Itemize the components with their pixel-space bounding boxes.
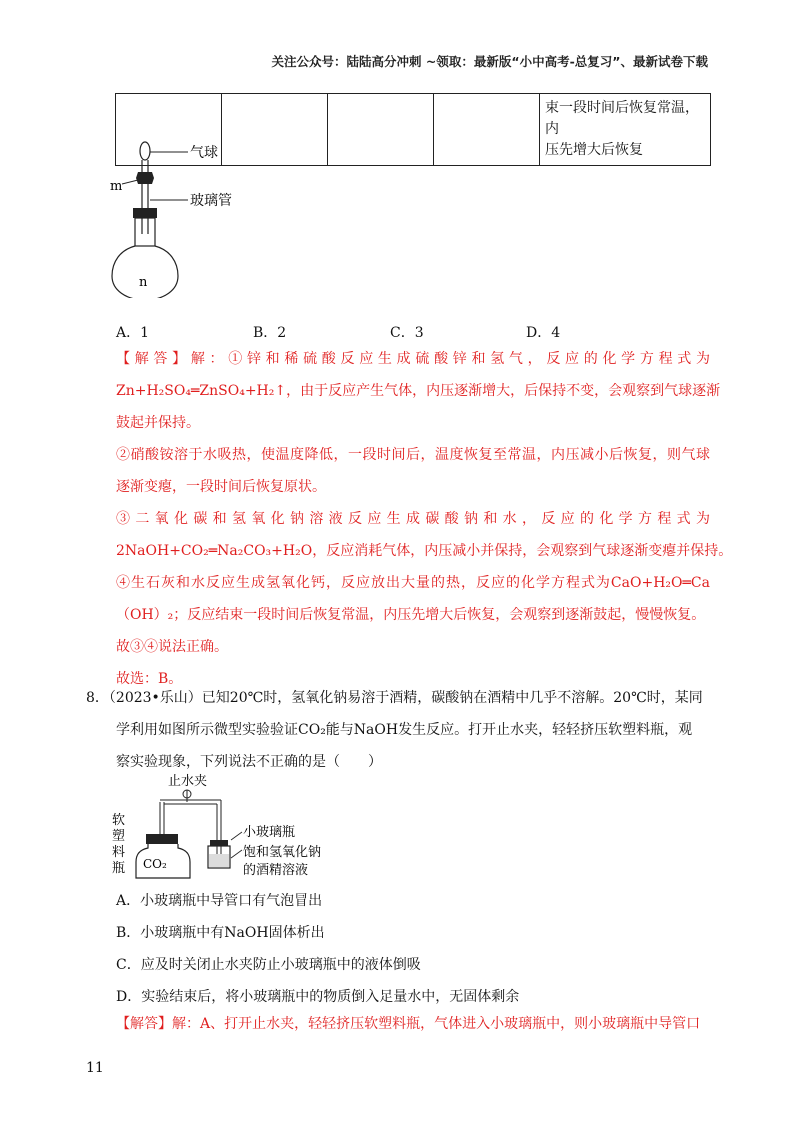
- choice-d[interactable]: D．实验结束后，将小玻璃瓶中的物质倒入足量水中，无固体剩余: [116, 989, 520, 1005]
- answer8-line: 【解答】解：A、打开止水夹，轻轻挤压软塑料瓶，气体进入小玻璃瓶中，则小玻璃瓶中导管口: [116, 1016, 701, 1032]
- answer-line: 故③④说法正确。: [116, 639, 228, 655]
- bottle-cap: [146, 834, 178, 844]
- flask-body: [112, 246, 178, 298]
- n-label: n: [139, 275, 148, 290]
- question8: [86, 688, 710, 784]
- balloon-label: 气球: [190, 145, 218, 161]
- answer7-block: [116, 349, 733, 701]
- choice-c[interactable]: C．应及时关闭止水夹防止小玻璃瓶中的液体倒吸: [116, 957, 421, 973]
- flask-balloon-figure: [108, 138, 248, 298]
- table-cell: [328, 94, 434, 166]
- option-a[interactable]: A．1: [116, 325, 150, 341]
- solution-label-2: 的酒精溶液: [243, 863, 309, 878]
- balloon-shape: [140, 142, 150, 160]
- answer-line: 逐渐变瘪，一段时间后恢复原状。: [116, 479, 326, 495]
- answer-line: ②硝酸铵溶于水吸热，使温度降低，一段时间后，温度恢复至常温，内压减小后恢复，则气球: [116, 447, 710, 463]
- choice-b[interactable]: B．小玻璃瓶中有NaOH固体析出: [116, 925, 325, 941]
- question-line: 察实验现象，下列说法不正确的是（ ）: [116, 754, 382, 770]
- question-line: 8．（2023•乐山）已知20℃时，氢氧化钠易溶于酒精，碳酸钠在酒精中几乎不溶解。20℃时，某同: [86, 690, 703, 706]
- answer-line: 2NaOH+CO₂═Na₂CO₃+H₂O，反应消耗气体，内压减小并保持，会观察到气球逐渐变瘪并保持。: [116, 543, 733, 559]
- soft-label-4: 瓶: [112, 861, 126, 876]
- stopper: [133, 208, 157, 218]
- table-cell: [434, 94, 540, 166]
- choice-a[interactable]: A．小玻璃瓶中导管口有气泡冒出: [116, 893, 323, 909]
- small-bottle-label: 小玻璃瓶: [243, 825, 296, 840]
- table-cell-line: 压先增大后恢复: [545, 142, 643, 158]
- option-b[interactable]: B．2: [253, 325, 287, 341]
- answer-line: ③二氧化碳和氢氧化钠溶液反应生成碳酸钠和水，反应的化学方程式为: [116, 511, 710, 527]
- answer-line: Zn+H₂SO₄═ZnSO₄+H₂↑，由于反应产生气体，内压逐渐增大，后保持不变，会观察到气球逐渐: [116, 383, 721, 399]
- dropper-bulb: [136, 172, 154, 184]
- soft-label-2: 塑: [112, 829, 126, 844]
- m-label: m: [110, 179, 123, 194]
- answer-line: ④生石灰和水反应生成氢氧化钙，反应放出大量的热，反应的化学方程式为CaO+H₂O═Ca: [116, 575, 710, 591]
- option-d[interactable]: D．4: [526, 325, 561, 341]
- answer-line: 鼓起并保持。: [116, 415, 200, 431]
- co2-label: CO₂: [143, 857, 167, 871]
- table-cell-line: 束一段时间后恢复常温，内: [545, 100, 699, 137]
- answer-line: 【解答】解：①锌和稀硫酸反应生成硫酸锌和氢气，反应的化学方程式为: [116, 351, 710, 367]
- co2-naoh-apparatus: [108, 772, 348, 880]
- solution-fill: [209, 854, 229, 867]
- clamp-label: 止水夹: [168, 774, 208, 789]
- small-bottle-cap: [210, 840, 228, 846]
- soft-label-1: 软: [112, 813, 126, 828]
- soft-label-3: 料: [112, 845, 126, 860]
- page-number: 11: [86, 1060, 104, 1076]
- answer-line: （OH）₂；反应结束一段时间后恢复常温，内压先增大后恢复，会观察到逐渐鼓起，慢慢恢复。: [116, 607, 706, 623]
- option-c[interactable]: C．3: [390, 325, 424, 341]
- tube-label: 玻璃管: [190, 193, 232, 209]
- solution-label-1: 饱和氢氧化钠: [243, 845, 322, 860]
- answer-line: 故选：B。: [116, 671, 183, 687]
- page-header: 关注公众号：陆陆高分冲刺 ~领取：最新版“小中高考-总复习”、最新试卷下载: [271, 54, 708, 69]
- question-line: 学利用如图所示微型实验验证CO₂能与NaOH发生反应。打开止水夹，轻轻挤压软塑料瓶，观: [116, 722, 693, 738]
- table-cell-text: [540, 94, 711, 166]
